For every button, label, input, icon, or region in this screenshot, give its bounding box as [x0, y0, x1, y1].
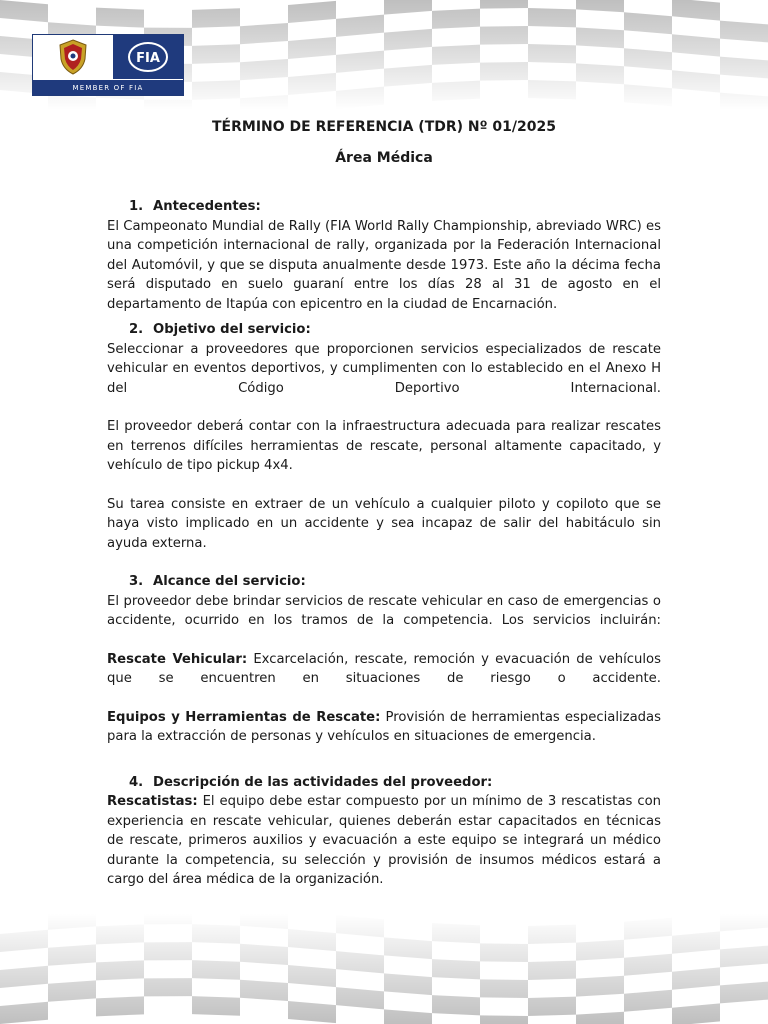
document-body	[107, 118, 661, 890]
document-title: TÉRMINO DE REFERENCIA (TDR) Nº 01/2025	[212, 119, 556, 135]
fia-member-logo	[32, 34, 184, 96]
section-objetivo	[107, 320, 661, 553]
section-paragraph: El Campeonato Mundial de Rally (FIA World Rally Championship, abreviado WRC) es una competición internacional de rally, organizada por la Federación Internacional del Automóvil, y que se disputa anualmente desde 1973. Este año la décima fecha será disputado en suelo guaraní entre los días 28 al 31 de agosto en el departamento de Itapúa con epicentro en la ciudad de Encarnación.	[107, 218, 661, 312]
section-item-equipos-herramientas: Equipos y Herramientas de Rescate: Provisión de herramientas especializadas para la extracción de personas y vehículos en situaciones de emergencia.	[107, 709, 661, 744]
section-item-rescate-vehicular: Rescate Vehicular: Excarcelación, rescate, remoción y evacuación de vehículos que se encuentren en situaciones de riesgo o accidente.	[107, 651, 661, 686]
club-crest-icon	[33, 35, 113, 79]
fia-logo-text: FIA	[136, 51, 160, 67]
section-heading: 4. Descripción de las actividades del proveedor:	[129, 774, 493, 790]
footer-checkered-decoration	[0, 914, 768, 1024]
checkered-flag-pattern-bottom	[0, 914, 768, 1024]
section-paragraph: El proveedor debe brindar servicios de rescate vehicular en caso de emergencias o accidente, ocurrido en los tramos de la competencia. Los servicios incluirán:	[107, 593, 661, 628]
section-heading: 2. Objetivo del servicio:	[129, 322, 311, 337]
fia-emblem-icon	[113, 35, 183, 79]
section-descripcion-actividades	[107, 773, 661, 890]
section-alcance	[107, 572, 661, 747]
section-heading: 3. Alcance del servicio:	[129, 574, 306, 589]
document-subtitle: Área Médica	[335, 150, 433, 166]
section-item-rescatistas: Rescatistas: El equipo debe estar compuesto por un mínimo de 3 rescatistas con experiencia en rescate vehicular, quienes deberán estar capacitados en técnicas de rescate, primeros auxilios y evacuación a este equipo se integrará un médico durante la competencia, su selección y provisión de insumos médicos estará a cargo del área médica de la organización.	[107, 794, 661, 887]
section-paragraph: Seleccionar a proveedores que proporcionen servicios especializados de rescate vehicular en eventos deportivos, y cumplimenten con lo establecido en el Anexo H del Código Deportivo Internacional.	[107, 341, 661, 396]
section-paragraph: El proveedor deberá contar con la infraestructura adecuada para realizar rescates en terrenos difíciles herramientas de rescate, personal altamente capacitado, y vehículo de tipo pickup 4x4.	[107, 419, 661, 473]
section-paragraph: Su tarea consiste en extraer de un vehículo a cualquier piloto y copiloto que se haya visto implicado en un accidente y sea incapaz de salir del habitáculo sin ayuda externa.	[107, 496, 661, 551]
section-antecedentes	[107, 197, 661, 314]
section-heading: 1. Antecedentes:	[129, 199, 261, 214]
member-of-fia-label: MEMBER OF FIA	[33, 79, 183, 95]
